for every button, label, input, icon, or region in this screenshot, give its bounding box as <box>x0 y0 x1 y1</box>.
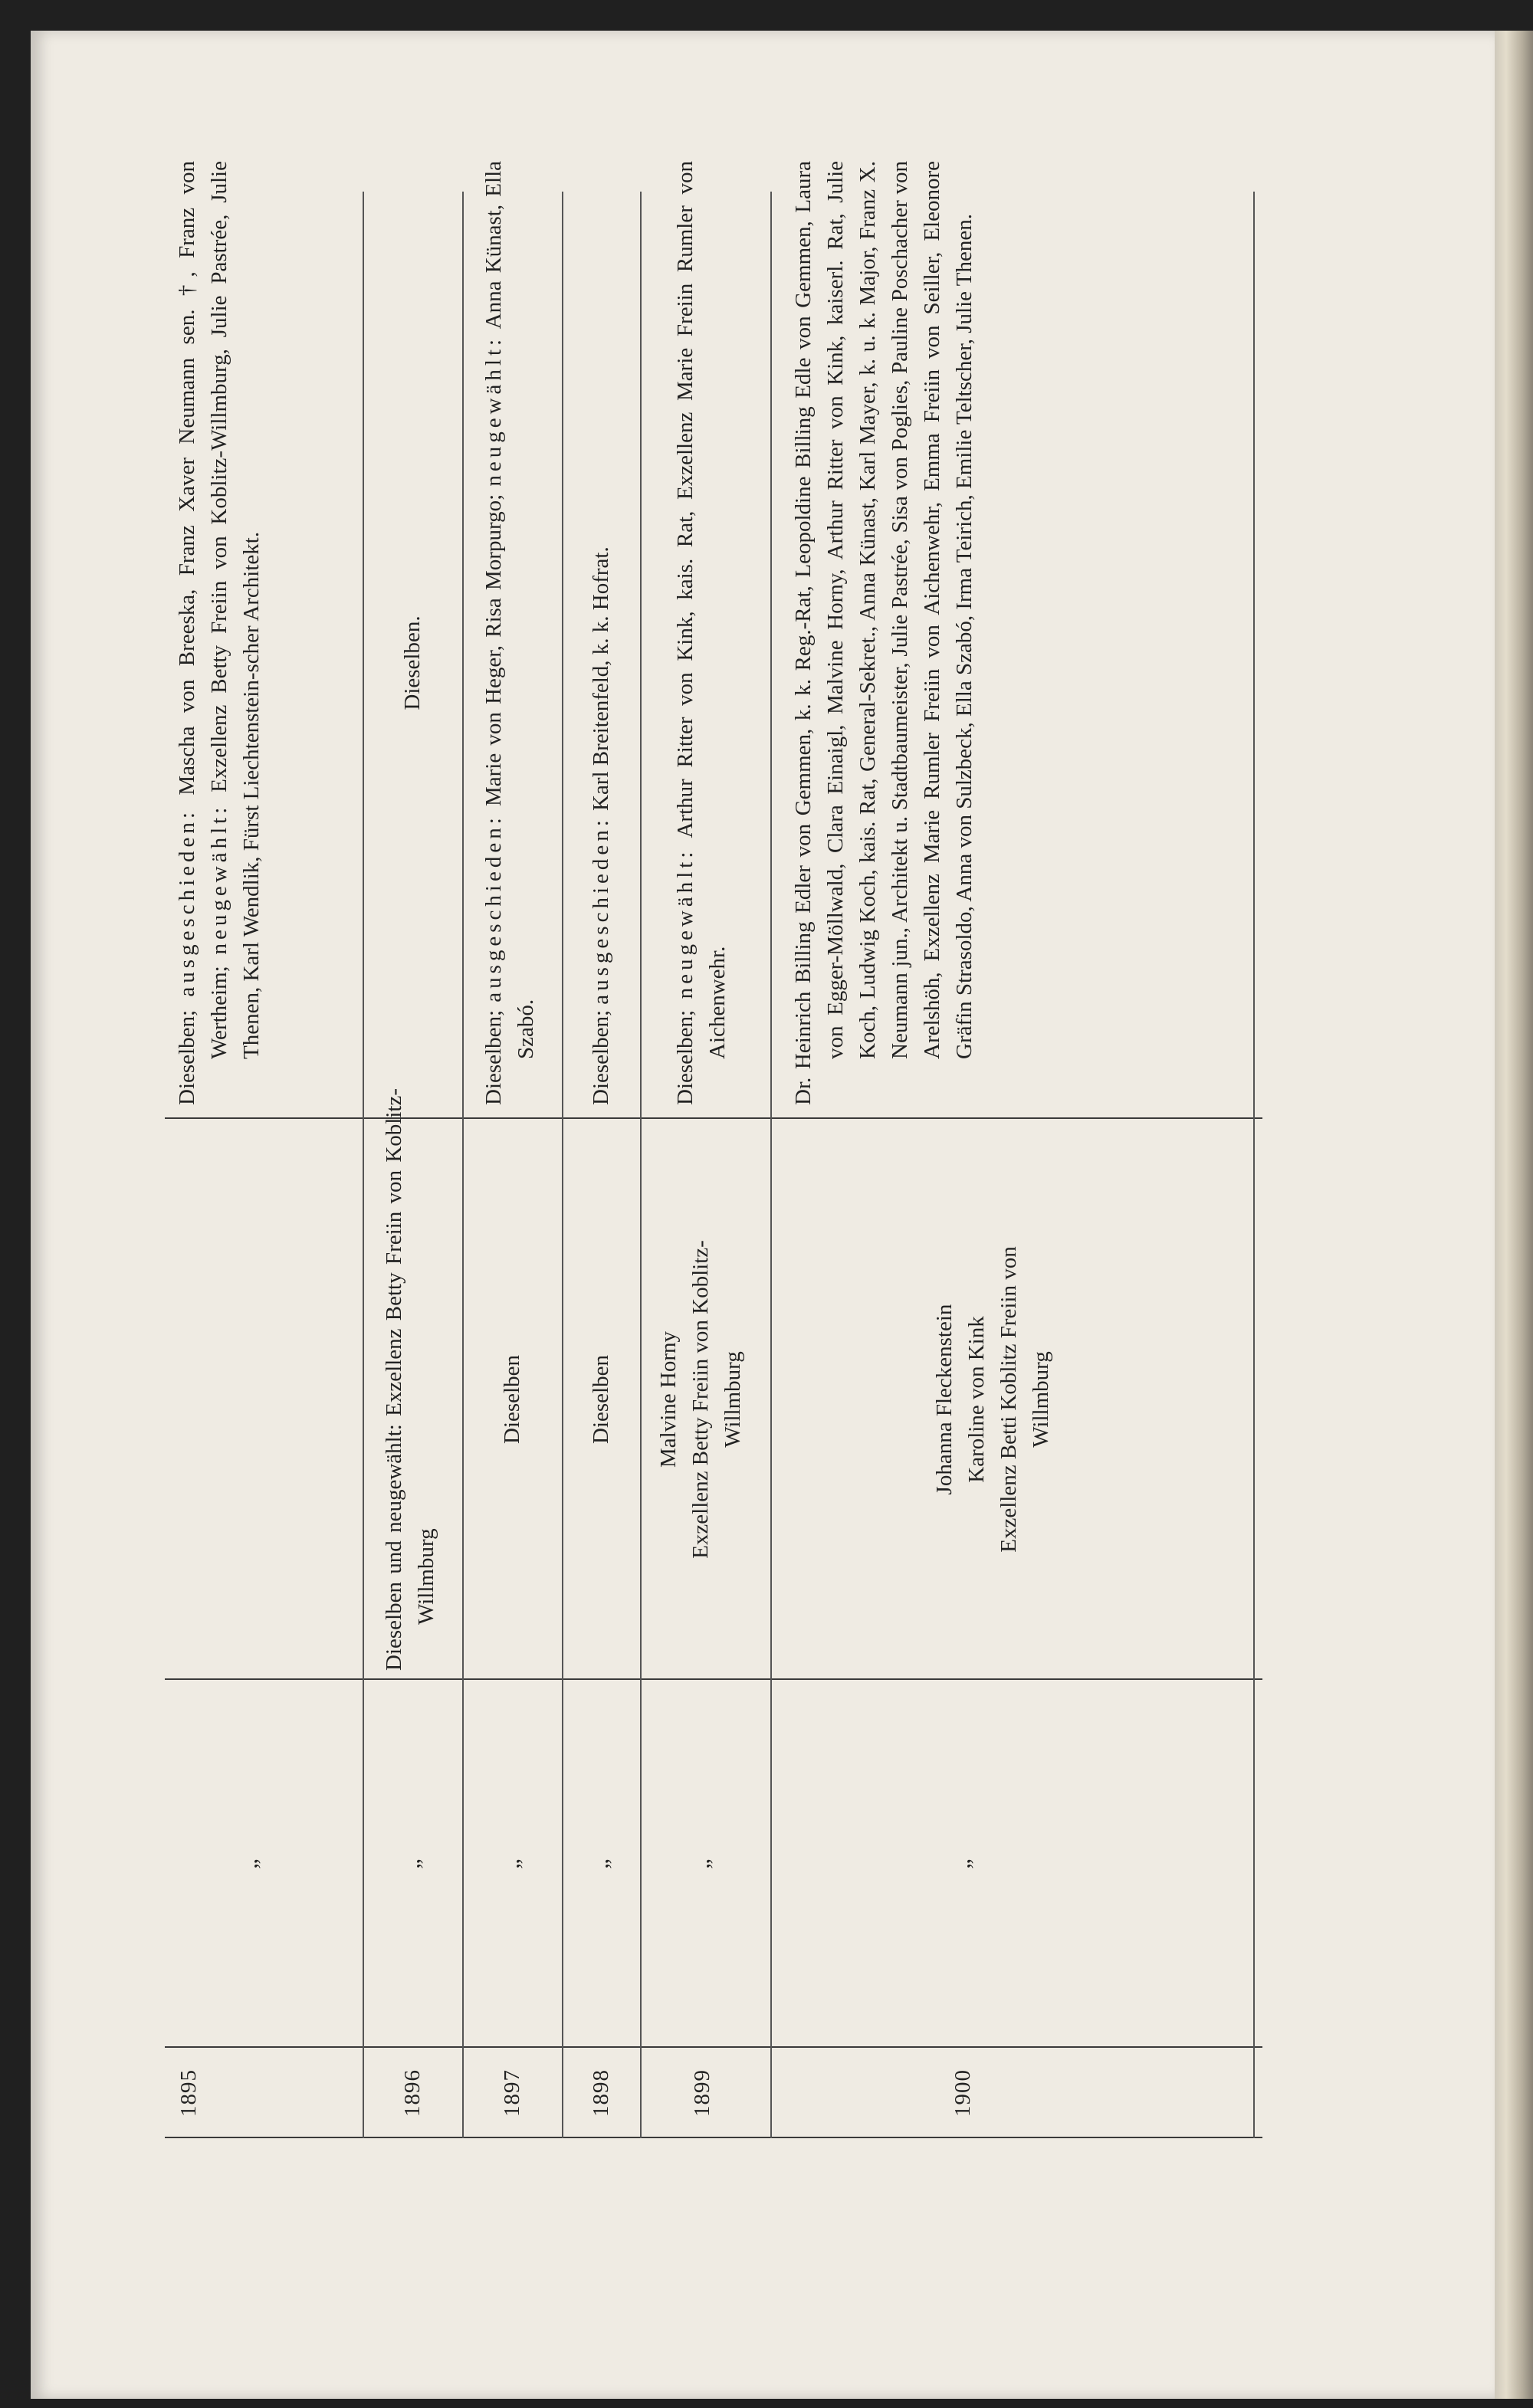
col4-1897-ausgeschieden: ausgeschieden: <box>481 814 506 1002</box>
col4-1899-text1: Arthur Ritter von Kink, kais. Rat, Exzellenz Marie Freiin Rumler von Aichenwehr. <box>673 160 730 1059</box>
col3-1900-line1: Johanna Fleckenstein <box>932 1304 957 1495</box>
col4-1899-neugewaehlt: neugewählt: <box>673 848 698 999</box>
col4-1895 <box>171 161 268 1105</box>
page-edge <box>1495 31 1533 2399</box>
col4-1898-ausgeschieden: ausgeschieden: <box>589 816 613 1005</box>
col3-1900 <box>928 1119 1057 1680</box>
ditto-1900: „ <box>950 1858 975 1869</box>
col4-1898 <box>585 161 617 1105</box>
col4-1897-text2: Anna Künast, Ella Szabó. <box>481 161 538 1059</box>
col3-1896: Dieselben und neugewählt: Exzellenz Betty Freiin von Koblitz-Willmburg <box>382 1088 438 1671</box>
col3-1899 <box>652 1119 749 1680</box>
row-sep-5 <box>770 192 772 2138</box>
col3-1899-line3: Willmburg <box>721 1351 745 1448</box>
col4-1897 <box>478 161 542 1105</box>
row-sep-6 <box>1253 192 1255 2138</box>
col4-1897-prefix: Dieselben; <box>481 1002 506 1105</box>
ditto-1897: „ <box>499 1858 524 1869</box>
col4-1895-ausgeschieden: ausgeschieden: <box>175 809 199 997</box>
row-sep-4 <box>640 192 642 2138</box>
col4-1900: Dr. Heinrich Billing Edler von Gemmen, k. k. Reg.-Rat, Leopoldine Billing Edle von Gemmen, Laura von Egger-Möllwald, Clara Einaigl, Malvine Horny, Arthur Ritter von Kink, kaiserl. Rat, Julie Koch, Ludwig Koch, kais. Rat, General-Sekret., Anna Künast, Karl Mayer, k. u. k. Major, Franz X. Neumann jun., Architekt u. Stadtbaumeister, Julie Pastrée, Sisa von Poglies, Pauline Poschacher von Arelshöh, Exzellenz Marie Rumler Freiin von Aichenwehr, Emma Freiin von Seiller, Eleonore Gräfin Strasoldo, Anna von Sulzbeck, Ella Szabó, Irma Teirich, Emilie Teltscher, Julie Thenen. <box>791 161 977 1105</box>
col3-1900-line3: Exzellenz Betti Koblitz Freiin von <box>996 1246 1021 1553</box>
col4-1899-prefix: Dieselben; <box>673 999 698 1105</box>
col4-1895-text1: Mascha von Breeska, Franz Xaver Neumann sen. †, Franz von Wertheim; <box>175 160 231 1059</box>
col4-1899 <box>669 161 734 1105</box>
col3-1899-line1: Malvine Horny <box>656 1331 681 1468</box>
ditto-1899: „ <box>689 1858 714 1869</box>
col4-1896: Dieselben. <box>400 615 425 710</box>
ditto-1895: „ <box>237 1858 262 1869</box>
year-1896: 1896 <box>400 2069 425 2117</box>
row-sep-1 <box>363 192 364 2138</box>
year-1900: 1900 <box>950 2069 975 2117</box>
col4-1895-prefix: Dieselben; <box>175 996 199 1105</box>
year-1895: 1895 <box>176 2069 201 2117</box>
row-sep-3 <box>562 192 563 2138</box>
col3-1900-line4: Willmburg <box>1029 1351 1053 1448</box>
ditto-1898: „ <box>588 1858 613 1869</box>
year-1899: 1899 <box>690 2069 714 2117</box>
year-1898: 1898 <box>589 2069 613 2117</box>
col4-1895-neugewaehlt: neugewählt: <box>207 803 231 955</box>
ditto-1896: „ <box>399 1858 425 1869</box>
year-1897: 1897 <box>500 2069 524 2117</box>
col4-1898-text1: Karl Breitenfeld, k. k. Hofrat. <box>589 546 613 817</box>
rotated-table <box>165 160 1269 2138</box>
col3-1899-line2: Exzellenz Betty Freiin von Koblitz- <box>688 1240 713 1559</box>
row-sep-2 <box>462 192 464 2138</box>
col3-1898: Dieselben <box>589 1355 613 1444</box>
col4-1898-prefix: Dieselben; <box>589 1004 613 1105</box>
col3-1897: Dieselben <box>500 1355 524 1444</box>
col4-1895-text2: Exzellenz Betty Freiin von Koblitz-Willmburg, Julie Pastrée, Julie Thenen, Karl Wendlik, Fürst Liechtenstein-scher Architekt. <box>207 161 264 1059</box>
col4-1897-text1: Marie von Heger, Risa Morpurgo; <box>481 486 506 815</box>
col3-1900-line2: Karoline von Kink <box>964 1316 989 1483</box>
col4-1897-neugewaehlt: neugewählt: <box>481 335 506 487</box>
